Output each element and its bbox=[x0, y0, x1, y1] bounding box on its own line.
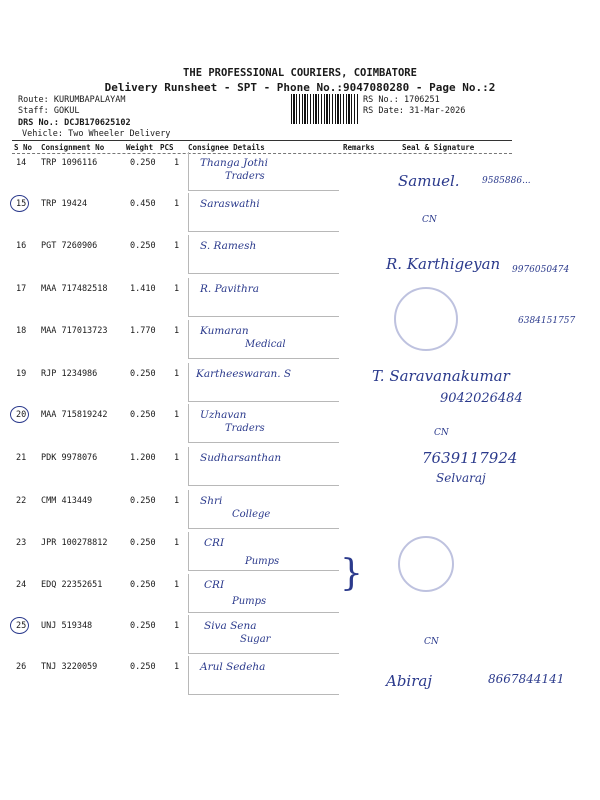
bracket-mark: } bbox=[340, 553, 363, 594]
staff-value: GOKUL bbox=[53, 106, 80, 116]
row-sno: 25 bbox=[16, 621, 27, 631]
row-sno: 23 bbox=[16, 538, 27, 548]
row-consignee-line2: Medical bbox=[245, 339, 286, 350]
row-sno: 18 bbox=[16, 326, 27, 336]
row-weight: 0.450 bbox=[130, 199, 156, 209]
table-row bbox=[0, 449, 600, 493]
row-weight: 0.250 bbox=[130, 662, 156, 672]
col-pcs: PCS bbox=[160, 143, 174, 152]
row-signature-note: Selvaraj bbox=[436, 471, 486, 485]
rs-date-label: RS Date: bbox=[363, 106, 404, 116]
rs-no-value: 1706251 bbox=[403, 95, 440, 105]
row-weight: 1.770 bbox=[130, 326, 156, 336]
seal-stamp bbox=[398, 536, 454, 592]
row-sno: 22 bbox=[16, 496, 27, 506]
row-pcs: 1 bbox=[174, 453, 180, 463]
row-consignment: MAA 715819242 bbox=[41, 410, 108, 420]
rs-no-label: RS No.: bbox=[363, 95, 399, 105]
row-pcs: 1 bbox=[174, 580, 180, 590]
company-title: THE PROFESSIONAL COURIERS, COIMBATORE bbox=[183, 67, 417, 79]
row-consignee: CRI bbox=[204, 579, 225, 591]
rs-date-line bbox=[363, 106, 465, 116]
row-consignee: Shri bbox=[200, 495, 223, 507]
row-sno: 20 bbox=[16, 410, 27, 420]
table-row bbox=[0, 496, 600, 536]
route-line bbox=[18, 95, 126, 105]
row-consignee-line2: Traders bbox=[225, 423, 265, 434]
row-weight: 0.250 bbox=[130, 580, 156, 590]
row-consignee: Uzhavan bbox=[200, 409, 247, 421]
drs-line bbox=[18, 118, 131, 128]
row-consignee-line2: Sugar bbox=[240, 634, 271, 645]
row-signature-note: 9042026484 bbox=[440, 391, 523, 406]
row-consignment: TNJ 3220059 bbox=[41, 662, 98, 672]
row-sno: 21 bbox=[16, 453, 27, 463]
route-value: KURUMBAPALAYAM bbox=[53, 95, 126, 105]
row-consignee-line2: Pumps bbox=[232, 596, 267, 607]
row-consignee: Sudharsanthan bbox=[200, 452, 282, 464]
row-consignment: JPR 100278812 bbox=[41, 538, 108, 548]
row-sno: 15 bbox=[16, 199, 27, 209]
rs-date-value: 31-Mar-2026 bbox=[409, 106, 466, 116]
row-consignment: PDK 9978076 bbox=[41, 453, 98, 463]
row-pcs: 1 bbox=[174, 158, 180, 168]
row-weight: 0.250 bbox=[130, 410, 156, 420]
row-consignment: PGT 7260906 bbox=[41, 241, 98, 251]
row-pcs: 1 bbox=[174, 496, 180, 506]
header-rule-top bbox=[12, 140, 512, 141]
row-weight: 0.250 bbox=[130, 538, 156, 548]
drs-label: DRS No.: bbox=[18, 118, 59, 128]
row-consignee-line2: Traders bbox=[225, 171, 265, 182]
row-consignee-line2: Pumps bbox=[245, 556, 280, 567]
rs-no-line bbox=[363, 95, 440, 105]
row-signature-note: CN bbox=[424, 637, 439, 647]
row-consignee: Thanga Jothi bbox=[200, 157, 268, 169]
row-consignment: UNJ 519348 bbox=[41, 621, 93, 631]
row-consignee: Kumaran bbox=[200, 325, 249, 337]
row-sno: 16 bbox=[16, 241, 27, 251]
table-row bbox=[0, 241, 600, 281]
vehicle-value: Two Wheeler Delivery bbox=[68, 129, 171, 139]
table-row bbox=[0, 538, 600, 578]
col-consignee: Consignee Details bbox=[188, 143, 265, 152]
row-consignment: RJP 1234986 bbox=[41, 369, 98, 379]
row-pcs: 1 bbox=[174, 241, 180, 251]
row-signature: Samuel. bbox=[398, 172, 460, 190]
row-pcs: 1 bbox=[174, 410, 180, 420]
row-consignment: TRP 19424 bbox=[41, 199, 88, 209]
row-signature-note: 9585886... bbox=[482, 176, 531, 186]
table-row bbox=[0, 662, 600, 702]
row-consignment: EDQ 22352651 bbox=[41, 580, 103, 590]
vehicle-label: Vehicle: bbox=[22, 129, 63, 139]
row-sno: 26 bbox=[16, 662, 27, 672]
row-signature: Abiraj bbox=[386, 672, 432, 690]
row-consignee: CRI bbox=[204, 537, 225, 549]
table-row bbox=[0, 621, 600, 661]
row-consignee: Arul Sedeha bbox=[200, 661, 266, 673]
row-signature: R. Karthigeyan bbox=[386, 255, 501, 273]
row-consignee: R. Pavithra bbox=[200, 283, 259, 295]
row-pcs: 1 bbox=[174, 662, 180, 672]
row-weight: 0.250 bbox=[130, 621, 156, 631]
row-sno: 24 bbox=[16, 580, 27, 590]
vehicle-line bbox=[22, 129, 170, 139]
table-row bbox=[0, 580, 600, 620]
row-pcs: 1 bbox=[174, 326, 180, 336]
row-consignment: CMM 413449 bbox=[41, 496, 93, 506]
col-seal-signature: Seal & Signature bbox=[402, 143, 475, 152]
table-row bbox=[0, 199, 600, 239]
row-pcs: 1 bbox=[174, 284, 180, 294]
col-consignment: Consignment No bbox=[41, 143, 105, 152]
row-consignment: MAA 717482518 bbox=[41, 284, 108, 294]
row-sno: 19 bbox=[16, 369, 27, 379]
row-pcs: 1 bbox=[174, 369, 180, 379]
row-sno: 14 bbox=[16, 158, 27, 168]
barcode bbox=[291, 94, 359, 124]
table-row bbox=[0, 158, 600, 198]
row-pcs: 1 bbox=[174, 538, 180, 548]
row-pcs: 1 bbox=[174, 621, 180, 631]
staff-line bbox=[18, 106, 79, 116]
row-signature-note: 9976050474 bbox=[512, 265, 570, 275]
row-signature-note: 8667844141 bbox=[488, 672, 565, 686]
row-consignment: TRP 1096116 bbox=[41, 158, 98, 168]
row-signature-note: CN bbox=[434, 428, 449, 438]
col-sno: S No bbox=[14, 143, 33, 152]
table-row bbox=[0, 326, 600, 366]
table-row bbox=[0, 369, 600, 409]
row-signature: 7639117924 bbox=[422, 449, 518, 467]
table-row bbox=[0, 284, 600, 324]
row-weight: 0.250 bbox=[130, 369, 156, 379]
row-consignee: Siva Sena bbox=[204, 620, 257, 632]
route-label: Route: bbox=[18, 95, 49, 105]
row-signature: T. Saravanakumar bbox=[372, 367, 510, 385]
seal-stamp bbox=[394, 287, 458, 351]
col-remarks: Remarks bbox=[343, 143, 375, 152]
row-consignee: Kartheeswaran. S bbox=[196, 368, 292, 380]
row-weight: 1.200 bbox=[130, 453, 156, 463]
staff-label: Staff: bbox=[18, 106, 49, 116]
col-weight: Weight bbox=[126, 143, 154, 152]
row-weight: 0.250 bbox=[130, 241, 156, 251]
row-sno: 17 bbox=[16, 284, 27, 294]
row-consignee-line2: College bbox=[232, 509, 271, 520]
table-row bbox=[0, 410, 600, 450]
row-weight: 0.250 bbox=[130, 158, 156, 168]
row-signature-note: 6384151757 bbox=[518, 316, 576, 326]
drs-value: DCJB170625102 bbox=[64, 118, 131, 128]
runsheet-subtitle: Delivery Runsheet - SPT - Phone No.:9047080280 - Page No.:2 bbox=[104, 81, 496, 94]
row-signature-note: CN bbox=[422, 215, 437, 225]
row-pcs: 1 bbox=[174, 199, 180, 209]
row-weight: 0.250 bbox=[130, 496, 156, 506]
row-consignee: Saraswathi bbox=[200, 198, 260, 210]
row-consignee: S. Ramesh bbox=[200, 240, 257, 252]
row-consignment: MAA 717013723 bbox=[41, 326, 108, 336]
row-weight: 1.410 bbox=[130, 284, 156, 294]
